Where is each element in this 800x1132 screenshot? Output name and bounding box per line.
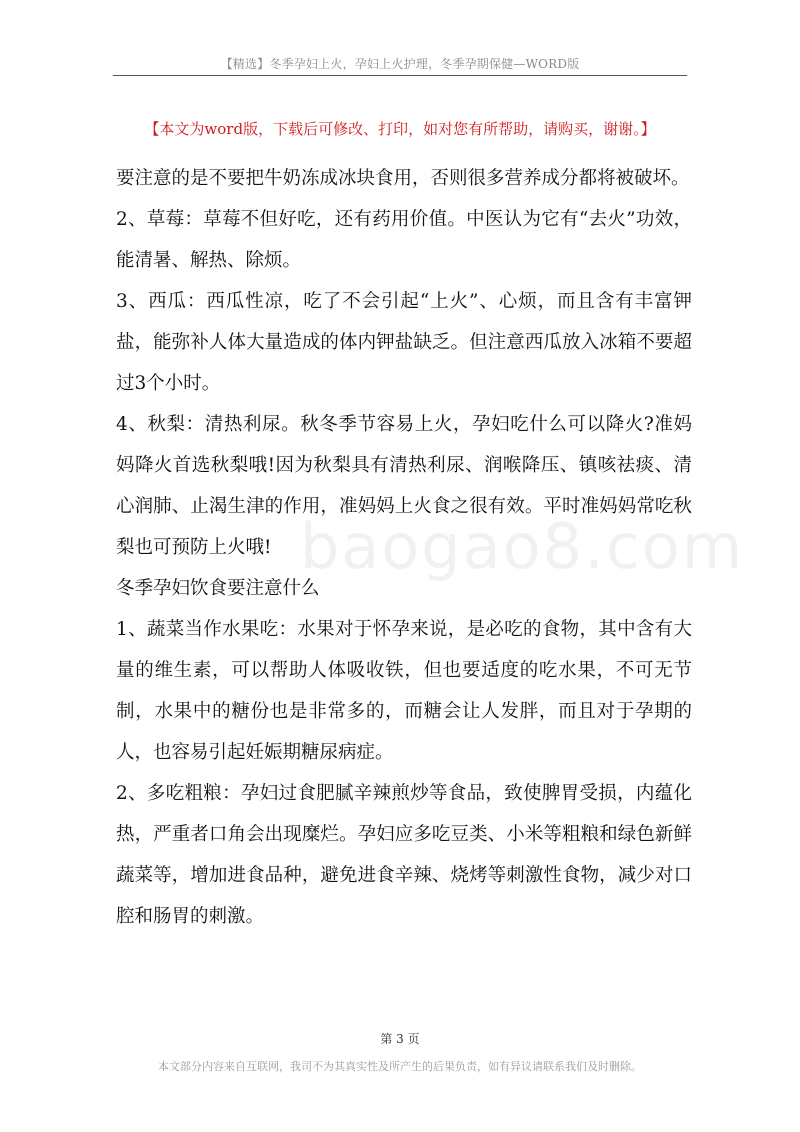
download-notice: 【本文为word版，下载后可修改、打印，如对您有所帮助，请购买，谢谢。】: [144, 120, 656, 138]
paragraph: 2、多吃粗粮：孕妇过食肥腻辛辣煎炒等食品，致使脾胃受损，内蕴化热，严重者口角会出现糜烂。孕妇应多吃豆类、小米等粗粮和绿色新鲜蔬菜等，增加进食品种，避免进食辛辣、烧烤等刺激性食物，减少对口腔和肠胃的刺激。: [116, 783, 692, 927]
page-number: 第 3 页: [380, 1032, 420, 1046]
paragraph: 要注意的是不要把牛奶冻成冰块食用，否则很多营养成分都将被破坏。: [116, 168, 690, 189]
document-body: [116, 158, 745, 937]
section-heading: 冬季孕妇饮食要注意什么: [116, 578, 320, 599]
paragraph: 4、秋梨：清热利尿。秋冬季节容易上火，孕妇吃什么可以降火?准妈妈降火首选秋梨哦!因为秋梨具有清热利尿、润喉降压、镇咳祛痰、清心润肺、止渴生津的作用，准妈妈上火食之很有效。平时准妈妈常吃秋梨也可预防上火哦!: [116, 414, 692, 558]
paragraph: 1、蔬菜当作水果吃：水果对于怀孕来说，是必吃的食物，其中含有大量的维生素，可以帮助人体吸收铁，但也要适度的吃水果，不可无节制，水果中的糖份也是非常多的，而糖会让人发胖，而且对于孕期的人，也容易引起妊娠期糖尿病症。: [116, 619, 692, 763]
page-header-title: 【精选】冬季孕妇上火，孕妇上火护理，冬季孕期保健—WORD版: [220, 57, 580, 71]
header-divider: [113, 75, 687, 76]
paragraph: 2、草莓：草莓不但好吃，还有药用价值。中医认为它有“去火”功效，能清暑、解热、除烦。: [116, 209, 692, 271]
page-footer-disclaimer: 本文部分内容来自互联网，我司不为其真实性及所产生的后果负责，如有异议请联系我们及时删除。: [158, 1060, 642, 1073]
paragraph: 3、西瓜：西瓜性凉，吃了不会引起“上火”、心烦，而且含有丰富钾盐，能弥补人体大量造成的体内钾盐缺乏。但注意西瓜放入冰箱不要超过3个小时。: [116, 291, 692, 394]
watermark: baogao8.com: [300, 510, 745, 583]
